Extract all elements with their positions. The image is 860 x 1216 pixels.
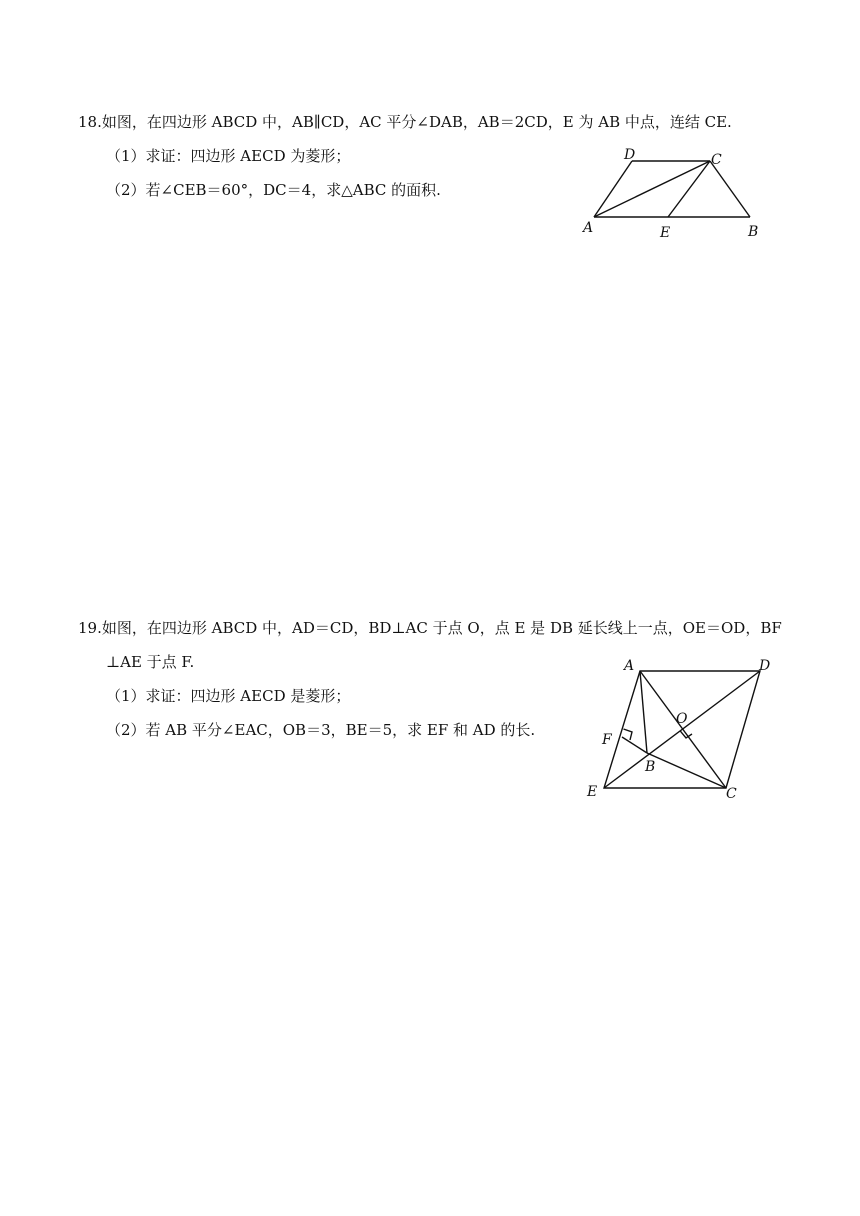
label-A: A — [583, 220, 594, 236]
label-C: C — [711, 152, 722, 168]
label-O: O — [676, 711, 688, 727]
problem-19-part-2: （2）若 AB 平分∠EAC，OB＝3，BE＝5，求 EF 和 AD 的长. — [106, 721, 536, 739]
label-E: E — [660, 225, 671, 241]
label-B: B — [748, 224, 759, 240]
label-D: D — [624, 147, 636, 163]
problem-19-figure — [578, 650, 788, 808]
problem-19-stem-line-1: 19.如图，在四边形 ABCD 中，AD＝CD，BD⊥AC 于点 O，点 E 是 DB 延长线上一点，OE＝OD，BF — [78, 619, 782, 637]
problem-18-figure — [570, 140, 780, 250]
segment-AC — [594, 161, 710, 217]
problem-18-part-2: （2）若∠CEB＝60°，DC＝4，求△ABC 的面积. — [106, 181, 441, 199]
segment-CB — [710, 161, 750, 217]
label-C: C — [726, 786, 737, 802]
segment-AB — [640, 671, 647, 753]
problem-19-part-1: （1）求证：四边形 AECD 是菱形； — [106, 687, 351, 705]
label-A: A — [624, 658, 635, 674]
label-D: D — [759, 658, 771, 674]
segment-ED — [604, 671, 760, 788]
label-B: B — [645, 759, 656, 775]
label-E: E — [587, 784, 598, 800]
problem-18-part-1: （1）求证：四边形 AECD 为菱形； — [106, 147, 351, 165]
label-F: F — [602, 732, 612, 748]
segment-BF — [622, 737, 647, 753]
segment-BC — [647, 753, 726, 788]
segment-CE — [668, 161, 710, 217]
problem-18-stem: 18.如图，在四边形 ABCD 中，AB∥CD，AC 平分∠DAB，AB＝2CD，E 为 AB 中点，连结 CE. — [78, 113, 732, 131]
problem-19-stem-line-2: ⊥AE 于点 F. — [106, 653, 195, 671]
